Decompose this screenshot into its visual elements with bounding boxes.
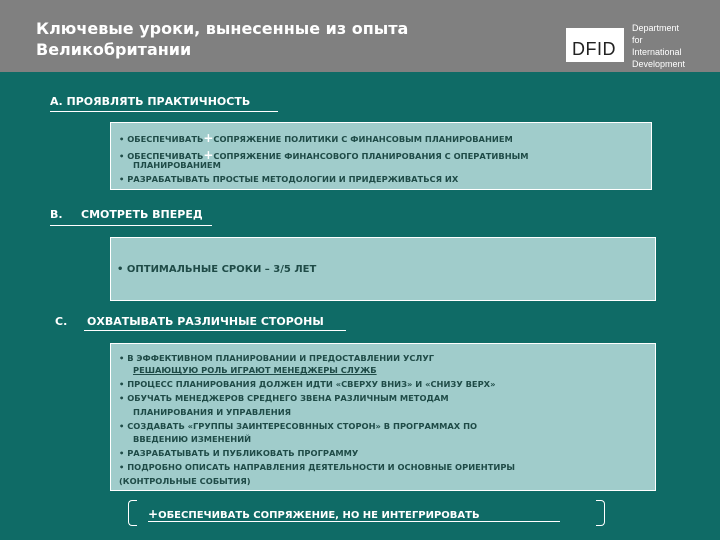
section-a-box <box>110 122 652 190</box>
plus-cross-icon: + <box>203 148 214 162</box>
list-item <box>119 131 513 145</box>
list-item: • СОЗДАВАТЬ «ГРУППЫ ЗАИНТЕРЕСОВННЫХ СТОРОН» В ПРОГРАММАХ ПО <box>119 421 478 431</box>
section-a-title: А. ПРОЯВЛЯТЬ ПРАКТИЧНОСТЬ <box>50 95 251 108</box>
list-item: • В ЭФФЕКТИВНОМ ПЛАНИРОВАНИИ И ПРЕДОСТАВЛЕНИИ УСЛУГ <box>119 353 435 363</box>
department-line: International <box>632 47 682 57</box>
section-a-underline <box>50 111 278 112</box>
dfid-logo <box>566 28 624 62</box>
section-b-underline <box>50 225 212 226</box>
list-item-continuation: ПЛАНИРОВАНИЯ И УПРАВЛЕНИЯ <box>133 407 292 417</box>
list-item: • ПРОЦЕСС ПЛАНИРОВАНИЯ ДОЛЖЕН ИДТИ «СВЕРХУ ВНИЗ» И «СНИЗУ ВЕРХ» <box>119 379 496 389</box>
list-item-continuation: ПЛАНИРОВАНИЕМ <box>133 160 221 170</box>
list-item-continuation: РЕШАЮЩУЮ РОЛЬ ИГРАЮТ МЕНЕДЖЕРЫ СЛУЖБ <box>133 365 377 375</box>
list-item: • ПОДРОБНО ОПИСАТЬ НАПРАВЛЕНИЯ ДЕЯТЕЛЬНОСТИ И ОСНОВНЫЕ ОРИЕНТИРЫ <box>119 462 516 472</box>
section-c-underline <box>84 330 346 331</box>
list-item-continuation: ВВЕДЕНИЮ ИЗМЕНЕНИЙ <box>133 434 252 444</box>
list-item: • ОБУЧАТЬ МЕНЕДЖЕРОВ СРЕДНЕГО ЗВЕНА РАЗЛИЧНЫМ МЕТОДАМ <box>119 393 449 403</box>
bottom-note-underline <box>148 521 560 522</box>
department-name <box>632 22 720 70</box>
list-item-text: СОПРЯЖЕНИЕ ФИНАНСОВОГО ПЛАНИРОВАНИЯ С ОПЕРАТИВНЫМ <box>213 151 529 161</box>
department-line: Department <box>632 23 680 33</box>
list-item-text: • ОБЕСПЕЧИВАТЬ <box>119 151 204 161</box>
section-b-box <box>110 237 656 301</box>
plus-cross-icon: + <box>148 507 159 521</box>
section-b-title: СМОТРЕТЬ ВПЕРЕД <box>81 208 203 221</box>
page-title: Ключевые уроки, вынесенные из опыта Великобритании <box>36 19 409 59</box>
section-c-box <box>110 343 656 491</box>
left-bracket <box>128 500 137 526</box>
section-b-letter: В. <box>50 208 63 221</box>
section-c-title: ОХВАТЫВАТЬ РАЗЛИЧНЫЕ СТОРОНЫ <box>87 315 324 328</box>
list-item-continuation: (КОНТРОЛЬНЫЕ СОБЫТИЯ) <box>119 476 251 486</box>
list-item: • РАЗРАБАТЫВАТЬ И ПУБЛИКОВАТЬ ПРОГРАММУ <box>119 448 359 458</box>
section-c-letter: С. <box>55 315 68 328</box>
plus-cross-icon: + <box>203 131 214 145</box>
list-item: • РАЗРАБАТЫВАТЬ ПРОСТЫЕ МЕТОДОЛОГИИ И ПРИДЕРЖИВАТЬСЯ ИХ <box>119 174 459 184</box>
header-bar <box>0 0 720 72</box>
department-line: for <box>632 35 643 45</box>
right-bracket <box>596 500 605 526</box>
list-item-text: СОПРЯЖЕНИЕ ПОЛИТИКИ С ФИНАНСОВЫМ ПЛАНИРОВАНИЕМ <box>213 134 513 144</box>
list-item-text: • ОБЕСПЕЧИВАТЬ <box>119 134 204 144</box>
bottom-note-text: ОБЕСПЕЧИВАТЬ СОПРЯЖЕНИЕ, НО НЕ ИНТЕГРИРОВАТЬ <box>158 510 480 521</box>
bottom-note <box>148 507 480 521</box>
list-item: • ОПТИМАЛЬНЫЕ СРОКИ – 3/5 ЛЕТ <box>117 264 317 275</box>
dfid-logo-text: DFID <box>572 39 616 59</box>
department-line: Development <box>632 59 686 69</box>
